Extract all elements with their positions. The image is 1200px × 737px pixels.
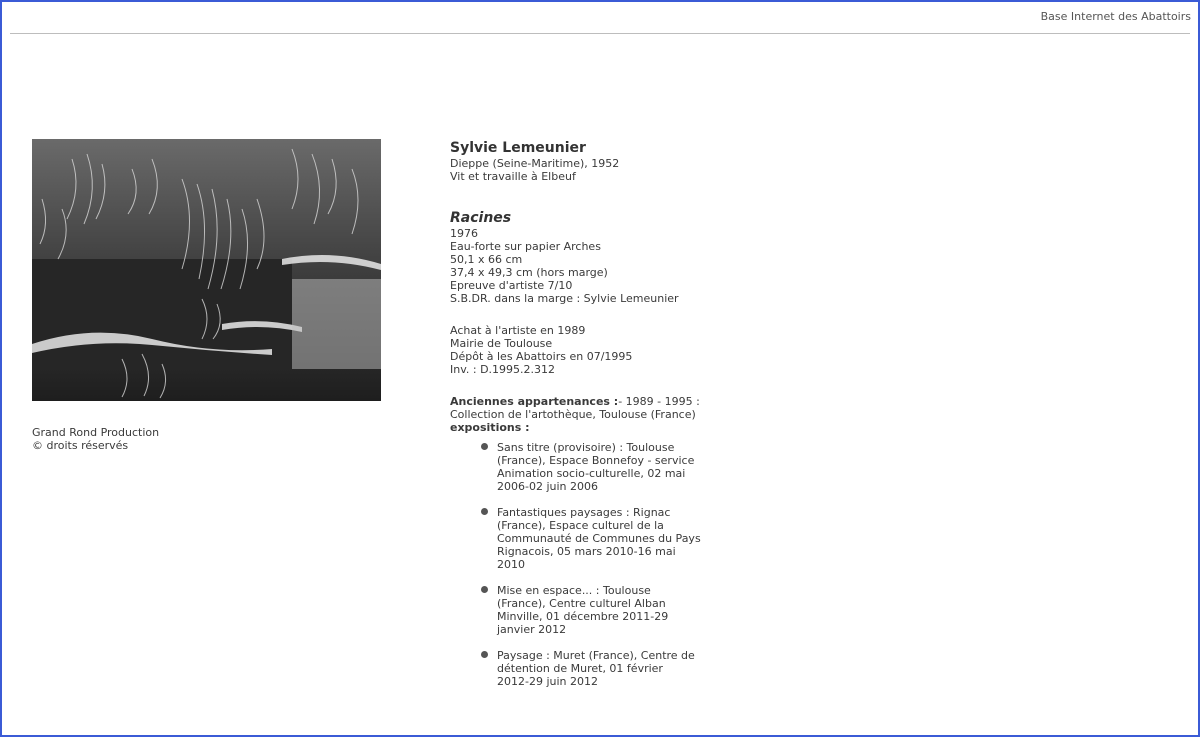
work-edition: Epreuve d'artiste 7/10 [450,279,573,292]
bullet-icon [481,508,488,515]
credit-producer: Grand Rond Production [32,426,160,439]
artist-name: Sylvie Lemeunier [450,140,586,156]
provenance-block [450,395,720,434]
bullet-icon [481,651,488,658]
work-technique: Eau-forte sur papier Arches [450,240,601,253]
acquisition-owner: Mairie de Toulouse [450,337,553,350]
provenance-label: Anciennes appartenances : [450,395,619,408]
work-dimensions: 50,1 x 66 cm [450,253,523,266]
acquisition-inventory: Inv. : D.1995.2.312 [450,363,556,376]
provenance-period: - 1989 - 1995 : [618,395,700,408]
provenance-collection: Collection de l'artothèque, Toulouse (France) [450,408,696,421]
exhibitions-list [450,441,720,688]
artist-birth: Dieppe (Seine-Maritime), 1952 [450,157,620,170]
acquisition-deposit: Dépôt à les Abattoirs en 07/1995 [450,350,633,363]
bullet-icon [481,586,488,593]
work-signature: S.B.DR. dans la marge : Sylvie Lemeunier [450,292,679,305]
acquisition-block [450,324,720,376]
bullet-icon [481,443,488,450]
exhibition-item: Fantastiques paysages : Rignac (France), Espace culturel de la Communauté de Communes du Pays Rignacois, 05 mars 2010-16 mai 2010 [450,506,702,571]
exhibition-item: Mise en espace... : Toulouse (France), Centre culturel Alban Minville, 01 décembre 2011-29 janvier 2012 [450,584,702,636]
image-credit [32,426,159,452]
artwork-image [32,139,381,401]
artwork-info [450,140,720,701]
header-divider [10,33,1190,34]
artist-residence: Vit et travaille à Elbeuf [450,170,576,183]
work-year: 1976 [450,227,478,240]
credit-rights: © droits réservés [32,439,129,452]
landscape-etching-image [32,139,381,401]
exhibitions-label: expositions : [450,421,530,434]
exhibition-item: Paysage : Muret (France), Centre de détention de Muret, 01 février 2012-29 juin 2012 [450,649,702,688]
exhibition-item: Sans titre (provisoire) : Toulouse (France), Espace Bonnefoy - service Animation socio-culturelle, 02 mai 2006-02 juin 2006 [450,441,702,493]
site-name: Base Internet des Abattoirs [1040,10,1191,23]
work-title: Racines [450,210,512,226]
acquisition-purchase: Achat à l'artiste en 1989 [450,324,586,337]
work-dimensions-image: 37,4 x 49,3 cm (hors marge) [450,266,608,279]
